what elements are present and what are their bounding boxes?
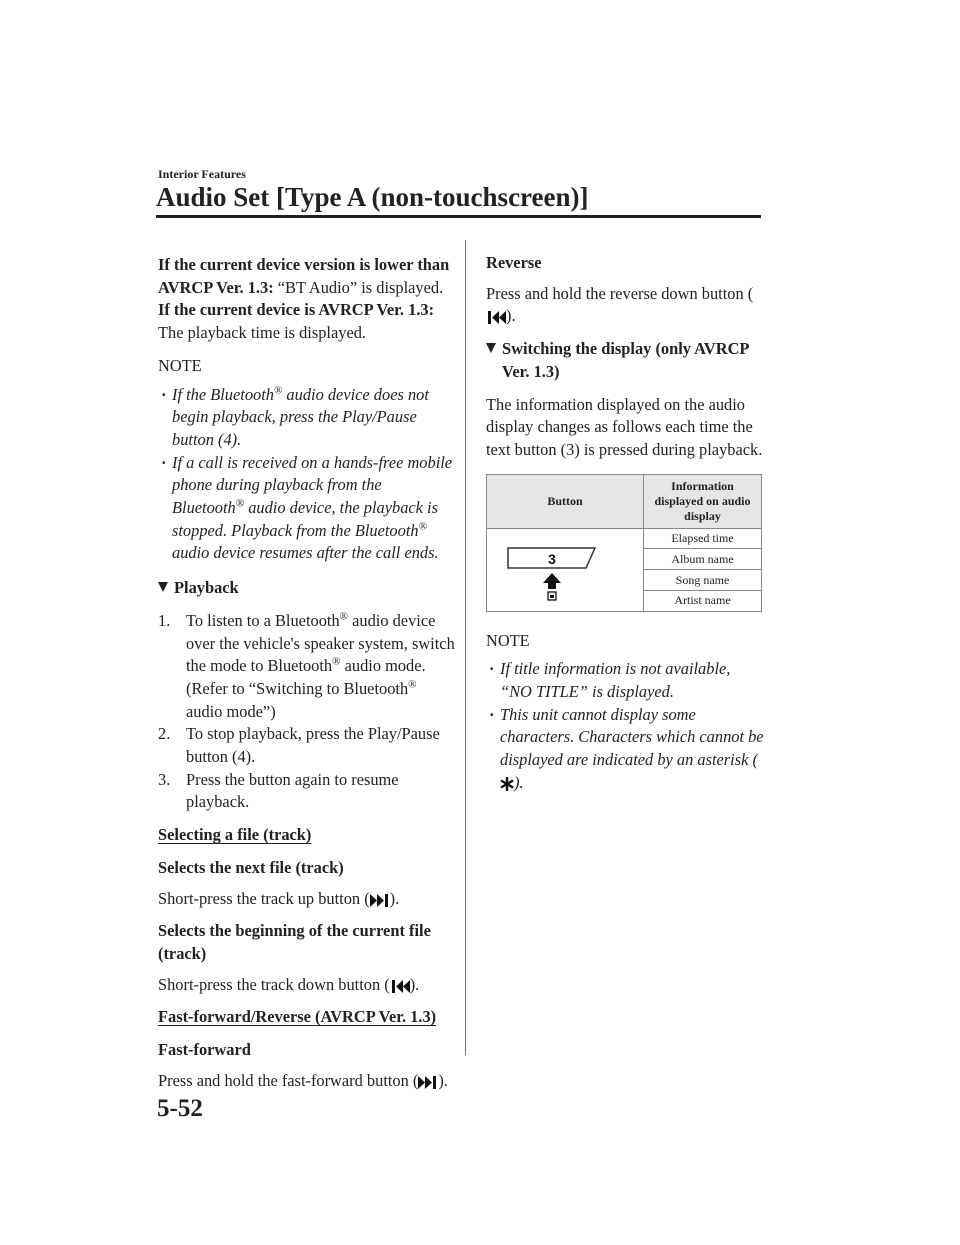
- track-down-icon: [390, 980, 410, 993]
- note-item: · If the Bluetooth® audio device does not begin playback, press the Play/Pause button (4).: [158, 384, 456, 452]
- table-header-info: Information displayed on audio display: [644, 474, 762, 528]
- begin-heading: Selects the beginning of the current file (track): [158, 921, 431, 963]
- note-item: · If title information is not available, “NO TITLE” is displayed.: [486, 658, 766, 703]
- table-header-button: Button: [487, 474, 644, 528]
- list-item: 1. To listen to a Bluetooth® audio device over the vehicle's speaker system, switch the mode to Bluetooth® audio mode. (Refer to “Switching to Bluetooth® audio mode”): [158, 610, 455, 721]
- right-column: [486, 252, 766, 795]
- display-info-table: [486, 474, 762, 612]
- reverse-text: Press and hold the reverse down button ( ).: [486, 283, 754, 326]
- table-cell: Album name: [644, 549, 762, 570]
- title-rule: [156, 215, 761, 218]
- text-button-illustration: [487, 528, 644, 611]
- version-13-text: The playback time is displayed.: [158, 323, 367, 343]
- text-button-icon: [490, 529, 640, 607]
- list-item: 3. Press the button again to resume playback.: [158, 769, 399, 812]
- column-divider: [465, 240, 466, 1055]
- asterisk-icon: [500, 777, 514, 791]
- note-item: · If a call is received on a hands-free mobile phone during playback from the Bluetooth® audio device, the playback is stopped. Playback from the Bluetooth® audio device resumes after the call ends.: [158, 452, 456, 566]
- switch-heading: Switching the display (only AVRCP Ver. 1.3): [486, 338, 766, 383]
- version-13-label: If the current device is AVRCP Ver. 1.3:: [158, 300, 435, 320]
- table-cell: Artist name: [644, 590, 762, 611]
- table-cell: Song name: [644, 570, 762, 591]
- playback-heading: Playback: [158, 577, 456, 600]
- left-column: [158, 254, 456, 1093]
- version-lower-label: If the current device version is lower than AVRCP Ver. 1.3:: [158, 255, 450, 297]
- reverse-heading: Reverse: [486, 253, 542, 272]
- select-heading: Selecting a file (track): [158, 825, 312, 845]
- note-list-right: [486, 658, 766, 794]
- fast-forward-icon: [418, 1076, 438, 1089]
- begin-text: Short-press the track down button ( ).: [158, 974, 420, 994]
- page-title: Audio Set [Type A (non-touchscreen)]: [156, 182, 589, 212]
- ff-heading: Fast-forward/Reverse (AVRCP Ver. 1.3): [158, 1007, 437, 1027]
- table-cell: Elapsed time: [644, 528, 762, 549]
- triangle-bullet-icon: [158, 582, 168, 592]
- version-lower-text: “BT Audio” is displayed.: [273, 277, 444, 297]
- note-label: NOTE: [158, 355, 202, 375]
- note-list: [158, 384, 456, 566]
- next-heading: Selects the next file (track): [158, 857, 344, 877]
- ff-text: Press and hold the fast-forward button ( ).: [158, 1070, 448, 1090]
- triangle-bullet-icon: [486, 343, 496, 353]
- note-label-right: NOTE: [486, 630, 530, 650]
- next-text: Short-press the track up button ( ).: [158, 888, 400, 908]
- switch-text: The information displayed on the audio display changes as follows each time the text button (3) is pressed during playback.: [486, 394, 763, 459]
- track-up-icon: [370, 894, 390, 907]
- note-item: · This unit cannot display some characters. Characters which cannot be displayed are indicated by an asterisk ( ).: [486, 704, 766, 795]
- version-lower-paragraph: [158, 254, 456, 299]
- list-item: 2. To stop playback, press the Play/Pause button (4).: [158, 724, 440, 767]
- reverse-icon: [486, 311, 506, 324]
- page-number: 5-52: [157, 1095, 203, 1122]
- svg-text:3: 3: [548, 550, 556, 567]
- ff-subheading: Fast-forward: [158, 1040, 251, 1060]
- section-label: Interior Features: [158, 167, 246, 181]
- playback-steps: [158, 610, 456, 814]
